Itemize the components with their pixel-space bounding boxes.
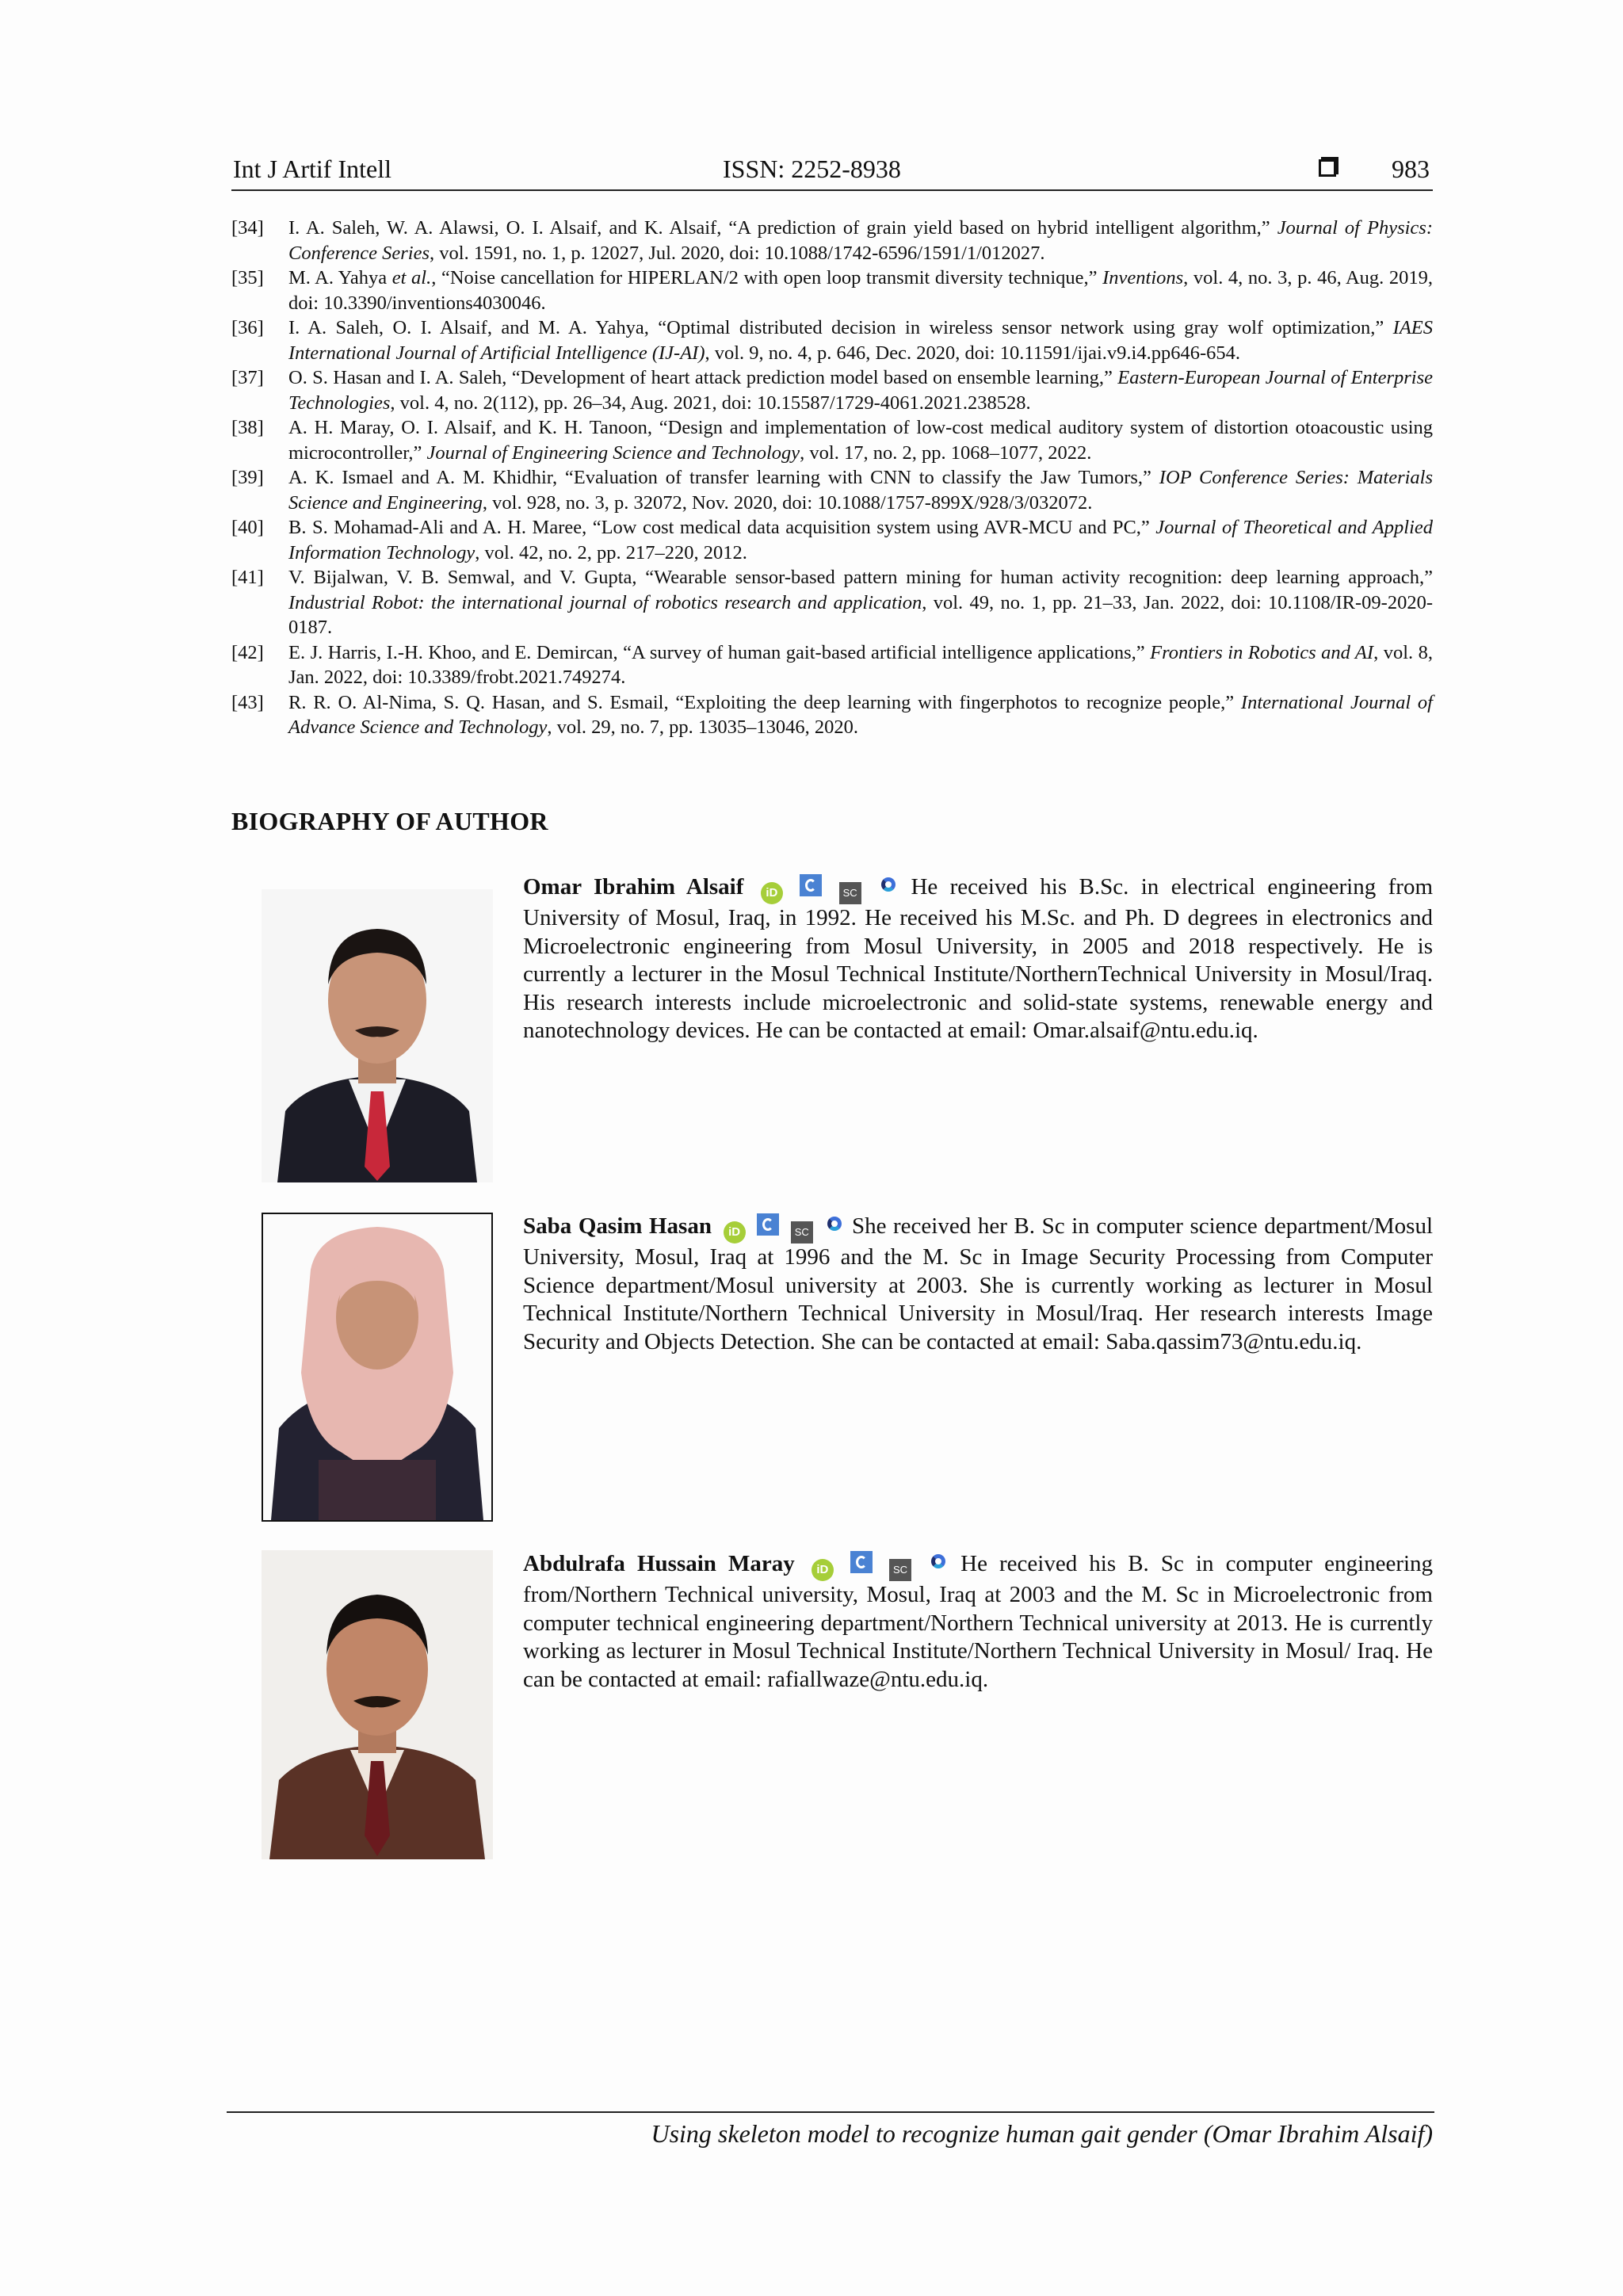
reference-segment: R. R. O. Al-Nima, S. Q. Hasan, and S. Esmail, “Exploiting the deep learning with fingerphotos to recognize people,”	[288, 691, 1241, 713]
author-name: Omar Ibrahim Alsaif	[523, 874, 744, 900]
reference-number: [41]	[231, 567, 264, 588]
reference-source: Industrial Robot: the international journal of robotics research and application	[288, 591, 922, 613]
page-number: 983	[1392, 155, 1430, 183]
page-footer	[227, 2111, 1434, 2148]
reference-source: Journal of Engineering Science and Technology	[426, 441, 800, 464]
reference-segment: , vol. 1591, no. 1, p. 12027, Jul. 2020, doi: 10.1088/1742-6596/1591/1/012027.	[430, 242, 1045, 264]
publons-icon[interactable]	[928, 1551, 949, 1573]
reference-source: IAES International Journal of Artificial Intelligence (IJ-AI)	[288, 317, 1433, 364]
reference-segment: , vol. 9, no. 4, p. 646, Dec. 2020, doi: 10.11591/ijai.v9.i4.pp646-654.	[705, 342, 1241, 364]
reference-source: Frontiers in Robotics and AI	[1150, 641, 1374, 663]
author-photo	[262, 889, 493, 1198]
author-photo	[262, 1213, 493, 1522]
author-bio-text	[523, 1213, 1433, 1356]
reference-number: [38]	[231, 417, 264, 438]
reference-number: [36]	[231, 317, 264, 338]
author-bio-text	[523, 1550, 1433, 1694]
author-photo	[262, 1550, 493, 1859]
reference-segment: I. A. Saleh, O. I. Alsaif, and M. A. Yahya, “Optimal distributed decision in wireless sensor network using gray wolf optimization,”	[288, 317, 1393, 338]
biography-heading: BIOGRAPHY OF AUTHOR	[231, 807, 548, 835]
author-description: He received his B.Sc. in electrical engineering from University of Mosul, Iraq, in 1992. He received his M.Sc. and Ph. D degrees in electronics and Microelectronic engineering from Mosul University, in 2005 and 2018 respectively. He is currently a lecturer in the Mosul Technical Institute/NorthernTechnical University in Mosul/Iraq. His research interests include microelectronic and solid-state systems, renewable energy and nanotechnology devices. He can be contacted at email: Omar.alsaif@ntu.edu.iq.	[523, 874, 1434, 1044]
reference-source: Eastern-European Journal of Enterprise Technologies	[288, 367, 1433, 414]
scopus-icon[interactable]: SC	[889, 1559, 911, 1581]
reference-number: [39]	[231, 467, 264, 488]
google-scholar-icon[interactable]	[757, 1213, 779, 1236]
reference-segment: , vol. 4, no. 2(112), pp. 26–34, Aug. 2021, doi: 10.15587/1729-4061.2021.238528.	[390, 392, 1031, 414]
reference-text	[288, 315, 1433, 365]
reference-segment: , “Noise cancellation for HIPERLAN/2 with open loop transmit diversity technique,”	[431, 267, 1103, 288]
author-description: He received his B. Sc in computer engineering from/Northern Technical university, Mosul, Iraq at 2003 and the M. Sc in Microelectronic from computer technical engineering department/Northern Technical university at 2013. He is currently working as lecturer in Mosul Technical Institute/Northern Technical University in Mosul/ Iraq. He can be contacted at email: rafiallwaze@ntu.edu.iq.	[523, 1551, 1434, 1692]
running-title: Using skeleton model to recognize human gait gender (Omar Ibrahim Alsaif)	[651, 2119, 1433, 2148]
reference-number: [35]	[231, 267, 264, 288]
author-bio-text	[523, 873, 1433, 1045]
reference-number: [34]	[231, 217, 264, 239]
scopus-icon[interactable]: SC	[791, 1221, 813, 1244]
reference-source: International Journal of Advance Science and Technology	[288, 691, 1433, 738]
reference-segment: V. Bijalwan, V. B. Semwal, and V. Gupta, “Wearable sensor-based pattern mining for human activity recognition: deep learning approach,”	[288, 567, 1433, 588]
reference-segment: , vol. 42, no. 2, pp. 217–220, 2012.	[475, 541, 747, 563]
reference-source: Journal of Theoretical and Applied Information Technology	[288, 517, 1433, 563]
scopus-icon[interactable]: SC	[839, 882, 861, 904]
reference-source: Journal of Physics: Conference Series	[288, 217, 1433, 264]
reference-source: IOP Conference Series: Materials Science and Engineering	[288, 467, 1433, 514]
reference-segment: , vol. 17, no. 2, pp. 1068–1077, 2022.	[800, 441, 1092, 464]
reference-number: [37]	[231, 367, 264, 388]
reference-list	[231, 216, 1433, 740]
journal-name: Int J Artif Intell	[233, 155, 391, 183]
reference-text	[288, 690, 1433, 740]
reference-segment: I. A. Saleh, W. A. Alawsi, O. I. Alsaif, and K. Alsaif, “A prediction of grain yield based on hybrid intelligent algorithm,”	[288, 217, 1277, 239]
reference-source: Inventions	[1102, 267, 1184, 288]
reference-item	[231, 690, 1433, 740]
google-scholar-icon[interactable]	[800, 874, 822, 896]
issn-label: ISSN: 2252-8938	[723, 155, 901, 183]
square-icon	[1319, 159, 1336, 177]
reference-segment: , vol. 49, no. 1, pp. 21–33, Jan. 2022, doi: 10.1108/IR-09-2020-0187.	[288, 591, 1433, 638]
reference-text	[288, 565, 1433, 640]
reference-number: [43]	[231, 691, 264, 713]
publons-icon[interactable]	[824, 1213, 845, 1236]
reference-segment: A. K. Ismael and A. M. Khidhir, “Evaluation of transfer learning with CNN to classify the Jaw Tumors,”	[288, 467, 1159, 488]
reference-segment: E. J. Harris, I.-H. Khoo, and E. Demircan, “A survey of human gait-based artificial intelligence applications,”	[288, 641, 1151, 663]
reference-item	[231, 465, 1433, 515]
reference-segment: B. S. Mohamad-Ali and A. H. Maree, “Low cost medical data acquisition system using AVR-MCU and PC,”	[288, 517, 1156, 538]
reference-text	[288, 515, 1433, 565]
reference-segment: M. A. Yahya	[288, 267, 392, 288]
author-name: Abdulrafa Hussain Maray	[523, 1551, 795, 1576]
page-header	[231, 153, 1433, 191]
reference-text	[288, 640, 1433, 690]
orcid-icon[interactable]: iD	[724, 1221, 746, 1244]
reference-number: [42]	[231, 641, 264, 663]
reference-item	[231, 415, 1433, 465]
reference-number: [40]	[231, 517, 264, 538]
reference-item	[231, 266, 1433, 315]
reference-item	[231, 640, 1433, 690]
orcid-icon[interactable]: iD	[812, 1559, 834, 1581]
reference-segment: , vol. 928, no. 3, p. 32072, Nov. 2020, doi: 10.1088/1757-899X/928/3/032072.	[482, 491, 1093, 514]
google-scholar-icon[interactable]	[850, 1551, 873, 1573]
reference-item	[231, 565, 1433, 640]
reference-item	[231, 315, 1433, 365]
orcid-icon[interactable]: iD	[761, 882, 783, 904]
reference-source: et al.	[391, 267, 432, 288]
author-name: Saba Qasim Hasan	[523, 1213, 712, 1239]
reference-item	[231, 515, 1433, 565]
author-description: She received her B. Sc in computer science department/Mosul University, Mosul, Iraq at 1996 and the M. Sc in Image Security Processing from Computer Science department/Mosul university at 2003. She is currently working as lecturer in Mosul Technical Institute/Northern Technical University in Mosul/Iraq. Her research interests Image Security and Objects Detection. She can be contacted at email: Saba.qassim73@ntu.edu.iq.	[523, 1213, 1434, 1354]
publons-icon[interactable]	[878, 874, 899, 896]
reference-segment: , vol. 29, no. 7, pp. 13035–13046, 2020.	[547, 716, 859, 738]
reference-text	[288, 365, 1433, 415]
reference-segment: , vol. 8, Jan. 2022, doi: 10.3389/frobt.2021.749274.	[288, 641, 1434, 688]
reference-segment: , vol. 4, no. 3, p. 46, Aug. 2019, doi: 10.3390/inventions4030046.	[288, 267, 1433, 314]
reference-item	[231, 216, 1433, 266]
reference-text	[288, 216, 1433, 266]
reference-segment: A. H. Maray, O. I. Alsaif, and K. H. Tanoon, “Design and implementation of low-cost medical auditory system of distortion otoacoustic using microcontroller,”	[288, 417, 1433, 464]
reference-item	[231, 365, 1433, 415]
reference-text	[288, 266, 1433, 315]
reference-text	[288, 415, 1433, 465]
reference-segment: O. S. Hasan and I. A. Saleh, “Development of heart attack prediction model based on ensemble learning,”	[288, 367, 1118, 388]
reference-text	[288, 465, 1433, 515]
